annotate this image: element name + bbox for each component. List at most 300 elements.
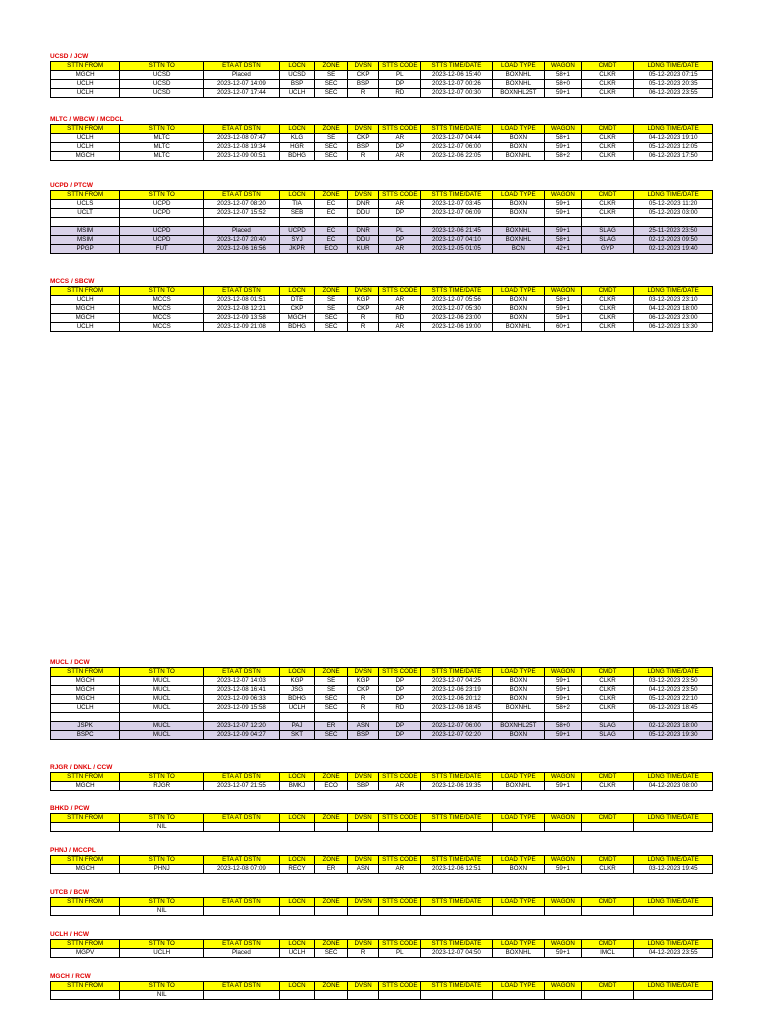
- table-cell: 58+0: [545, 722, 582, 731]
- table-cell: CLKR: [581, 80, 633, 89]
- table-cell: UCSD: [120, 89, 204, 98]
- column-header: STTS CODE: [379, 62, 421, 71]
- column-header: STTN FROM: [51, 668, 120, 677]
- table-cell: 2023-12-06 18:45: [421, 704, 492, 713]
- table-section: [50, 972, 713, 1000]
- table-cell: 05-12-2023 11:20: [634, 200, 713, 209]
- table-cell: ASN: [347, 722, 378, 731]
- table-cell: 2023-12-06 12:51: [421, 865, 492, 874]
- table-row: [51, 907, 713, 916]
- table-cell: AR: [379, 245, 421, 254]
- table-cell: BMKJ: [279, 782, 315, 791]
- table-cell: PL: [379, 949, 421, 958]
- table-cell: MGPV: [51, 949, 120, 958]
- table-cell: [581, 713, 633, 722]
- column-header: ETA AT DSTN: [204, 814, 280, 823]
- table-cell: FUT: [120, 245, 204, 254]
- section-title: UTCB / BCW: [50, 889, 89, 896]
- table-section: [50, 52, 713, 98]
- table-cell: DTE: [279, 296, 315, 305]
- table-cell: 2023-12-07 06:09: [421, 209, 492, 218]
- table-cell: MGCH: [51, 677, 120, 686]
- column-header: WAGON: [545, 982, 582, 991]
- table-cell: 2023-12-06 20:12: [421, 695, 492, 704]
- table-cell: 06-12-2023 18:45: [634, 704, 713, 713]
- table-cell: MGCH: [51, 305, 120, 314]
- column-header: STTS TIME/DATE: [421, 191, 492, 200]
- column-header: STTN TO: [120, 898, 204, 907]
- table-cell: BOXN: [492, 677, 544, 686]
- table-cell: [315, 218, 348, 227]
- column-header: STTN FROM: [51, 125, 120, 134]
- table-cell: 03-12-2023 23:10: [634, 296, 713, 305]
- column-header: LOCN: [279, 62, 315, 71]
- table-cell: SEC: [315, 695, 348, 704]
- table-cell: MLTC: [120, 152, 204, 161]
- table-section: [50, 804, 713, 832]
- table-row: [51, 296, 713, 305]
- column-header: STTN TO: [120, 125, 204, 134]
- column-header: LDNG TIME/DATE: [634, 125, 713, 134]
- column-header: ETA AT DSTN: [204, 856, 280, 865]
- column-header: LOAD TYPE: [492, 940, 544, 949]
- table-cell: [492, 991, 544, 1000]
- table-cell: UCLH: [51, 323, 120, 332]
- table-cell: 2023-12-07 12:20: [204, 722, 280, 731]
- table-row: [51, 865, 713, 874]
- column-header: ETA AT DSTN: [204, 982, 280, 991]
- column-header: LDNG TIME/DATE: [634, 814, 713, 823]
- table-cell: 2023-12-07 04:25: [421, 677, 492, 686]
- table-cell: R: [347, 314, 378, 323]
- table-cell: JKPR: [279, 245, 315, 254]
- table-row: [51, 209, 713, 218]
- table-cell: DP: [379, 143, 421, 152]
- table-cell: UCPD: [120, 200, 204, 209]
- table-cell: BOXN: [492, 686, 544, 695]
- table-cell: [379, 713, 421, 722]
- column-header: LOCN: [279, 287, 315, 296]
- table-cell: 2023-12-07 04:50: [421, 949, 492, 958]
- table-cell: [347, 713, 378, 722]
- table-cell: 2023-12-06 21:45: [421, 227, 492, 236]
- table-row: [51, 686, 713, 695]
- column-header: CMDT: [581, 668, 633, 677]
- table-cell: [421, 907, 492, 916]
- table-cell: 2023-12-07 06:00: [421, 722, 492, 731]
- table-cell: DDU: [347, 236, 378, 245]
- table-cell: BDHG: [279, 695, 315, 704]
- table-cell: NIL: [120, 823, 204, 832]
- column-header: ZONE: [315, 125, 348, 134]
- wagon-status-table: [50, 124, 713, 161]
- table-cell: CKP: [347, 134, 378, 143]
- table-cell: CLKR: [581, 686, 633, 695]
- table-cell: JSG: [279, 686, 315, 695]
- wagon-status-table: [50, 61, 713, 98]
- column-header: ZONE: [315, 773, 348, 782]
- table-cell: [545, 907, 582, 916]
- table-cell: BOXNHL: [492, 80, 544, 89]
- column-header: STTN TO: [120, 62, 204, 71]
- table-cell: 05-12-2023 07:15: [634, 71, 713, 80]
- table-cell: [421, 713, 492, 722]
- table-header-row: [51, 982, 713, 991]
- table-row: [51, 200, 713, 209]
- column-header: DVSN: [347, 62, 378, 71]
- table-row: [51, 731, 713, 740]
- table-cell: BOXNHL: [492, 227, 544, 236]
- table-cell: [492, 823, 544, 832]
- table-cell: 59+1: [545, 782, 582, 791]
- table-cell: AR: [379, 323, 421, 332]
- table-cell: [204, 823, 280, 832]
- table-cell: R: [347, 695, 378, 704]
- table-cell: [51, 907, 120, 916]
- table-cell: CLKR: [581, 305, 633, 314]
- table-cell: 2023-12-07 03:45: [421, 200, 492, 209]
- table-cell: DP: [379, 731, 421, 740]
- table-cell: DNR: [347, 227, 378, 236]
- table-cell: [51, 218, 120, 227]
- table-cell: [279, 907, 315, 916]
- table-header-row: [51, 191, 713, 200]
- table-cell: SEC: [315, 704, 348, 713]
- column-header: ETA AT DSTN: [204, 125, 280, 134]
- table-cell: PPGP: [51, 245, 120, 254]
- table-cell: 59+1: [545, 949, 582, 958]
- table-cell: UCLS: [51, 200, 120, 209]
- table-cell: CKP: [347, 71, 378, 80]
- column-header: LDNG TIME/DATE: [634, 773, 713, 782]
- column-header: ETA AT DSTN: [204, 898, 280, 907]
- column-header: STTS CODE: [379, 125, 421, 134]
- table-cell: 58+1: [545, 236, 582, 245]
- table-cell: [545, 991, 582, 1000]
- table-row: [51, 722, 713, 731]
- table-cell: ASN: [347, 865, 378, 874]
- table-cell: SE: [315, 134, 348, 143]
- table-row: [51, 782, 713, 791]
- table-cell: [581, 823, 633, 832]
- column-header: STTN FROM: [51, 62, 120, 71]
- table-cell: R: [347, 152, 378, 161]
- table-cell: 2023-12-07 05:30: [421, 305, 492, 314]
- table-cell: AR: [379, 865, 421, 874]
- table-cell: SEC: [315, 314, 348, 323]
- column-header: ZONE: [315, 62, 348, 71]
- wagon-status-table: [50, 939, 713, 958]
- table-cell: [581, 907, 633, 916]
- table-cell: [279, 218, 315, 227]
- table-cell: MGCH: [51, 865, 120, 874]
- table-cell: CLKR: [581, 865, 633, 874]
- table-cell: [51, 823, 120, 832]
- table-cell: UCLH: [120, 949, 204, 958]
- table-cell: CLKR: [581, 314, 633, 323]
- column-header: DVSN: [347, 773, 378, 782]
- table-cell: SBP: [347, 782, 378, 791]
- table-cell: MGCH: [51, 686, 120, 695]
- table-cell: DDU: [347, 209, 378, 218]
- table-cell: 04-12-2023 08:00: [634, 782, 713, 791]
- table-cell: 04-12-2023 19:10: [634, 134, 713, 143]
- table-cell: EC: [315, 209, 348, 218]
- column-header: WAGON: [545, 125, 582, 134]
- table-cell: MSIM: [51, 227, 120, 236]
- table-cell: 58+1: [545, 296, 582, 305]
- wagon-status-table: [50, 855, 713, 874]
- table-cell: CLKR: [581, 71, 633, 80]
- column-header: WAGON: [545, 773, 582, 782]
- table-header-row: [51, 668, 713, 677]
- table-cell: 2023-12-07 02:20: [421, 731, 492, 740]
- column-header: STTS TIME/DATE: [421, 773, 492, 782]
- table-cell: RD: [379, 704, 421, 713]
- wagon-status-table: [50, 190, 713, 254]
- table-cell: EC: [315, 227, 348, 236]
- wagon-status-table: [50, 981, 713, 1000]
- table-cell: 05-12-2023 03:00: [634, 209, 713, 218]
- table-cell: 59+1: [545, 209, 582, 218]
- table-row: [51, 823, 713, 832]
- wagon-status-table: [50, 897, 713, 916]
- table-cell: MUCL: [120, 677, 204, 686]
- table-cell: BOXN: [492, 200, 544, 209]
- table-cell: BOXN: [492, 731, 544, 740]
- table-cell: SE: [315, 71, 348, 80]
- table-cell: [204, 907, 280, 916]
- table-cell: AR: [379, 305, 421, 314]
- column-header: LDNG TIME/DATE: [634, 62, 713, 71]
- table-cell: 2023-12-07 04:10: [421, 236, 492, 245]
- table-cell: RD: [379, 314, 421, 323]
- section-title: UCSD / JCW: [50, 53, 89, 60]
- section-title: UCLH / HCW: [50, 931, 89, 938]
- table-cell: MLTC: [120, 143, 204, 152]
- table-cell: CLKR: [581, 704, 633, 713]
- table-header-row: [51, 773, 713, 782]
- table-cell: UCLH: [51, 143, 120, 152]
- column-header: STTN TO: [120, 668, 204, 677]
- table-cell: [634, 713, 713, 722]
- table-cell: BDHG: [279, 323, 315, 332]
- column-header: ZONE: [315, 898, 348, 907]
- column-header: ZONE: [315, 668, 348, 677]
- table-cell: DP: [379, 80, 421, 89]
- table-cell: R: [347, 704, 378, 713]
- table-cell: UCPD: [120, 236, 204, 245]
- column-header: STTS TIME/DATE: [421, 982, 492, 991]
- table-cell: SE: [315, 305, 348, 314]
- table-cell: 2023-12-07 15:52: [204, 209, 280, 218]
- table-cell: [379, 991, 421, 1000]
- table-row: [51, 305, 713, 314]
- column-header: LOAD TYPE: [492, 982, 544, 991]
- table-cell: MCCS: [120, 323, 204, 332]
- column-header: CMDT: [581, 898, 633, 907]
- column-header: LOCN: [279, 668, 315, 677]
- table-cell: DP: [379, 677, 421, 686]
- table-cell: UCSD: [279, 71, 315, 80]
- table-row: [51, 71, 713, 80]
- table-section: [50, 181, 713, 254]
- table-cell: MUCL: [120, 722, 204, 731]
- table-cell: MGCH: [51, 782, 120, 791]
- table-cell: ER: [315, 865, 348, 874]
- table-cell: ECO: [315, 245, 348, 254]
- table-cell: BOXN: [492, 695, 544, 704]
- table-cell: [279, 823, 315, 832]
- column-header: DVSN: [347, 856, 378, 865]
- table-cell: 59+1: [545, 200, 582, 209]
- table-cell: [379, 907, 421, 916]
- table-cell: CLKR: [581, 677, 633, 686]
- table-row: [51, 704, 713, 713]
- table-cell: Placed: [204, 949, 280, 958]
- table-cell: BCN: [492, 245, 544, 254]
- table-row: [51, 245, 713, 254]
- column-header: STTS TIME/DATE: [421, 856, 492, 865]
- column-header: LOCN: [279, 982, 315, 991]
- table-cell: R: [347, 949, 378, 958]
- table-cell: 2023-12-08 19:34: [204, 143, 280, 152]
- column-header: LOAD TYPE: [492, 191, 544, 200]
- table-cell: MCCS: [120, 305, 204, 314]
- table-cell: 42+1: [545, 245, 582, 254]
- column-header: ETA AT DSTN: [204, 668, 280, 677]
- table-cell: MLTC: [120, 134, 204, 143]
- table-cell: 25-11-2023 23:50: [634, 227, 713, 236]
- table-cell: [279, 713, 315, 722]
- table-cell: CLKR: [581, 296, 633, 305]
- table-cell: 59+1: [545, 227, 582, 236]
- table-cell: 2023-12-07 21:55: [204, 782, 280, 791]
- table-cell: 05-12-2023 12:05: [634, 143, 713, 152]
- column-header: STTS TIME/DATE: [421, 668, 492, 677]
- table-section: [50, 846, 713, 874]
- table-cell: DNR: [347, 200, 378, 209]
- table-cell: UCLH: [51, 80, 120, 89]
- table-cell: [545, 823, 582, 832]
- table-cell: 06-12-2023 17:50: [634, 152, 713, 161]
- column-header: STTS TIME/DATE: [421, 898, 492, 907]
- table-cell: DP: [379, 695, 421, 704]
- table-cell: CLKR: [581, 782, 633, 791]
- table-cell: 2023-12-08 07:47: [204, 134, 280, 143]
- table-cell: BOXNHL: [492, 71, 544, 80]
- table-header-row: [51, 856, 713, 865]
- column-header: WAGON: [545, 814, 582, 823]
- table-cell: BOXN: [492, 865, 544, 874]
- table-cell: CLKR: [581, 152, 633, 161]
- column-header: LOAD TYPE: [492, 287, 544, 296]
- table-cell: 2023-12-08 16:41: [204, 686, 280, 695]
- column-header: STTS TIME/DATE: [421, 940, 492, 949]
- table-cell: CLKR: [581, 695, 633, 704]
- table-cell: 2023-12-09 04:27: [204, 731, 280, 740]
- table-cell: BOXN: [492, 296, 544, 305]
- table-cell: HGR: [279, 143, 315, 152]
- section-title: RJGR / DNKL / CCW: [50, 764, 113, 771]
- column-header: LDNG TIME/DATE: [634, 898, 713, 907]
- table-cell: ER: [315, 722, 348, 731]
- table-cell: 03-12-2023 19:45: [634, 865, 713, 874]
- table-cell: SKT: [279, 731, 315, 740]
- table-cell: RD: [379, 89, 421, 98]
- section-title: MGCH / RCW: [50, 973, 91, 980]
- table-row: [51, 713, 713, 722]
- column-header: STTN FROM: [51, 773, 120, 782]
- table-cell: BOXN: [492, 143, 544, 152]
- wagon-status-table: [50, 667, 713, 740]
- table-header-row: [51, 287, 713, 296]
- table-cell: SEC: [315, 143, 348, 152]
- table-cell: MCCS: [120, 296, 204, 305]
- table-cell: 05-12-2023 22:10: [634, 695, 713, 704]
- table-cell: UCLH: [51, 704, 120, 713]
- column-header: ZONE: [315, 856, 348, 865]
- table-cell: 2023-12-07 17:44: [204, 89, 280, 98]
- column-header: STTN TO: [120, 287, 204, 296]
- table-cell: 05-12-2023 20:35: [634, 80, 713, 89]
- table-cell: [204, 218, 280, 227]
- table-cell: DP: [379, 686, 421, 695]
- column-header: LOAD TYPE: [492, 773, 544, 782]
- table-cell: [634, 823, 713, 832]
- table-header-row: [51, 62, 713, 71]
- table-cell: 60+1: [545, 323, 582, 332]
- table-cell: Placed: [204, 227, 280, 236]
- section-title: MLTC / WBCW / MCDCL: [50, 116, 124, 123]
- table-cell: AR: [379, 152, 421, 161]
- table-cell: SEC: [315, 152, 348, 161]
- table-cell: Placed: [204, 71, 280, 80]
- table-cell: UCPD: [279, 227, 315, 236]
- table-cell: 2023-12-06 16:56: [204, 245, 280, 254]
- table-cell: UCLH: [51, 134, 120, 143]
- column-header: ETA AT DSTN: [204, 62, 280, 71]
- column-header: LOCN: [279, 191, 315, 200]
- table-cell: 2023-12-07 00:26: [421, 80, 492, 89]
- table-cell: EC: [315, 236, 348, 245]
- table-cell: MGCH: [279, 314, 315, 323]
- table-cell: 2023-12-07 06:00: [421, 143, 492, 152]
- table-cell: MSIM: [51, 236, 120, 245]
- column-header: LOAD TYPE: [492, 668, 544, 677]
- table-cell: 2023-12-06 22:05: [421, 152, 492, 161]
- table-cell: [379, 823, 421, 832]
- table-cell: [120, 713, 204, 722]
- wagon-status-table: [50, 286, 713, 332]
- column-header: STTS CODE: [379, 982, 421, 991]
- table-cell: 2023-12-06 23:00: [421, 314, 492, 323]
- column-header: STTN FROM: [51, 287, 120, 296]
- table-cell: 2023-12-07 14:09: [204, 80, 280, 89]
- table-section: [50, 763, 713, 791]
- column-header: STTS TIME/DATE: [421, 125, 492, 134]
- column-header: STTS TIME/DATE: [421, 814, 492, 823]
- table-cell: 2023-12-06 19:00: [421, 323, 492, 332]
- table-cell: SEC: [315, 323, 348, 332]
- table-cell: KGP: [347, 296, 378, 305]
- column-header: CMDT: [581, 287, 633, 296]
- column-header: ZONE: [315, 940, 348, 949]
- column-header: LOCN: [279, 814, 315, 823]
- table-cell: UCLH: [51, 89, 120, 98]
- table-cell: CLKR: [581, 89, 633, 98]
- table-cell: [492, 907, 544, 916]
